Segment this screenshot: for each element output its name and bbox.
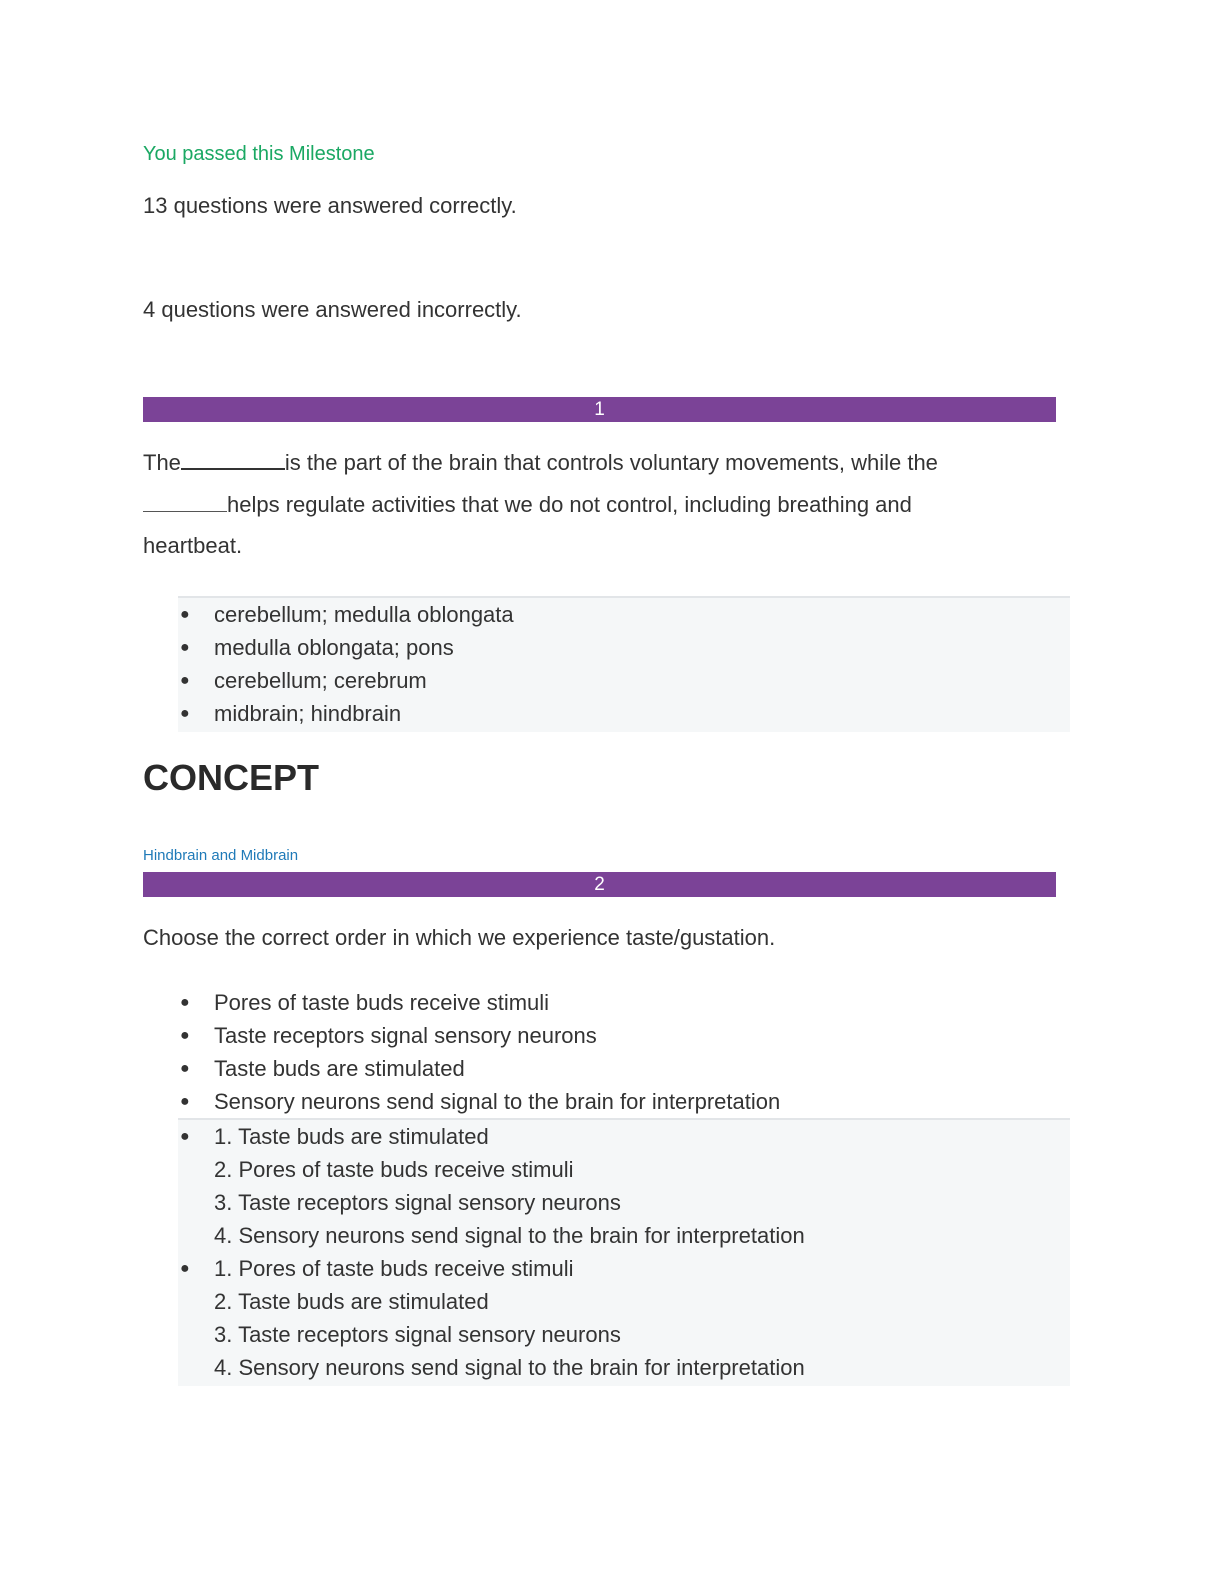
question-1-part3: helps regulate activities that we do not control, including breathing and [227,491,912,517]
option-line: 2. Pores of taste buds receive stimuli [214,1157,574,1182]
question-2-items [178,986,1070,1118]
option-label: cerebellum; medulla oblongata [214,602,514,627]
bullet-icon: ● [180,639,190,656]
question-1-part1: The [143,450,181,475]
bullet-icon: ● [180,606,190,623]
list-item [178,1019,1070,1052]
option-line: 1. Pores of taste buds receive stimuli [214,1256,574,1281]
option-line: 2. Taste buds are stimulated [214,1289,489,1314]
question-2-text: Choose the correct order in which we experience taste/gustation. [143,925,776,950]
option[interactable] [178,697,1070,730]
incorrect-count: 4 questions were answered incorrectly. [143,297,522,322]
milestone-status: You passed this Milestone [143,143,375,165]
answer-blank-1 [181,445,285,470]
option-line: 3. Taste receptors signal sensory neurons [214,1190,621,1215]
list-item [178,1085,1070,1118]
list-item-label: Pores of taste buds receive stimuli [214,990,550,1015]
option[interactable] [178,631,1070,664]
option-label: cerebellum; cerebrum [214,668,427,693]
option[interactable] [178,598,1070,631]
option-label: midbrain; hindbrain [214,701,402,726]
question-1-text [143,442,1023,567]
bullet-icon: ● [180,1027,190,1044]
list-item-label: Sensory neurons send signal to the brain for interpretation [214,1089,781,1114]
option-line: 1. Taste buds are stimulated [214,1124,489,1149]
option-line: 3. Taste receptors signal sensory neurons [214,1322,621,1347]
bullet-icon: ● [180,1260,190,1277]
bullet-icon: ● [180,994,190,1011]
concept-link[interactable]: Hindbrain and Midbrain [143,847,299,864]
question-2-header: 2 [143,872,1056,897]
list-item-label: Taste buds are stimulated [214,1056,465,1081]
option-line: 4. Sensory neurons send signal to the brain for interpretation [214,1355,805,1380]
correct-count: 13 questions were answered correctly. [143,193,517,218]
question-1-part4: heartbeat. [143,533,243,558]
question-1-header: 1 [143,397,1056,422]
bullet-icon: ● [180,1093,190,1110]
answer-blank-2 [143,488,227,512]
bullet-icon: ● [180,1128,190,1145]
bullet-icon: ● [180,705,190,722]
option-label: medulla oblongata; pons [214,635,454,660]
option[interactable] [178,1120,1070,1252]
bullet-icon: ● [180,1060,190,1077]
option-line: 4. Sensory neurons send signal to the brain for interpretation [214,1223,805,1248]
bullet-icon: ● [180,672,190,689]
option[interactable] [178,1252,1070,1384]
list-item [178,986,1070,1019]
option[interactable] [178,664,1070,697]
list-item [178,1052,1070,1085]
list-item-label: Taste receptors signal sensory neurons [214,1023,597,1048]
question-2-options [178,1118,1070,1386]
question-1-options [178,596,1070,732]
question-1-part2: is the part of the brain that controls voluntary movements, while the [284,450,938,475]
concept-heading: CONCEPT [143,757,320,798]
